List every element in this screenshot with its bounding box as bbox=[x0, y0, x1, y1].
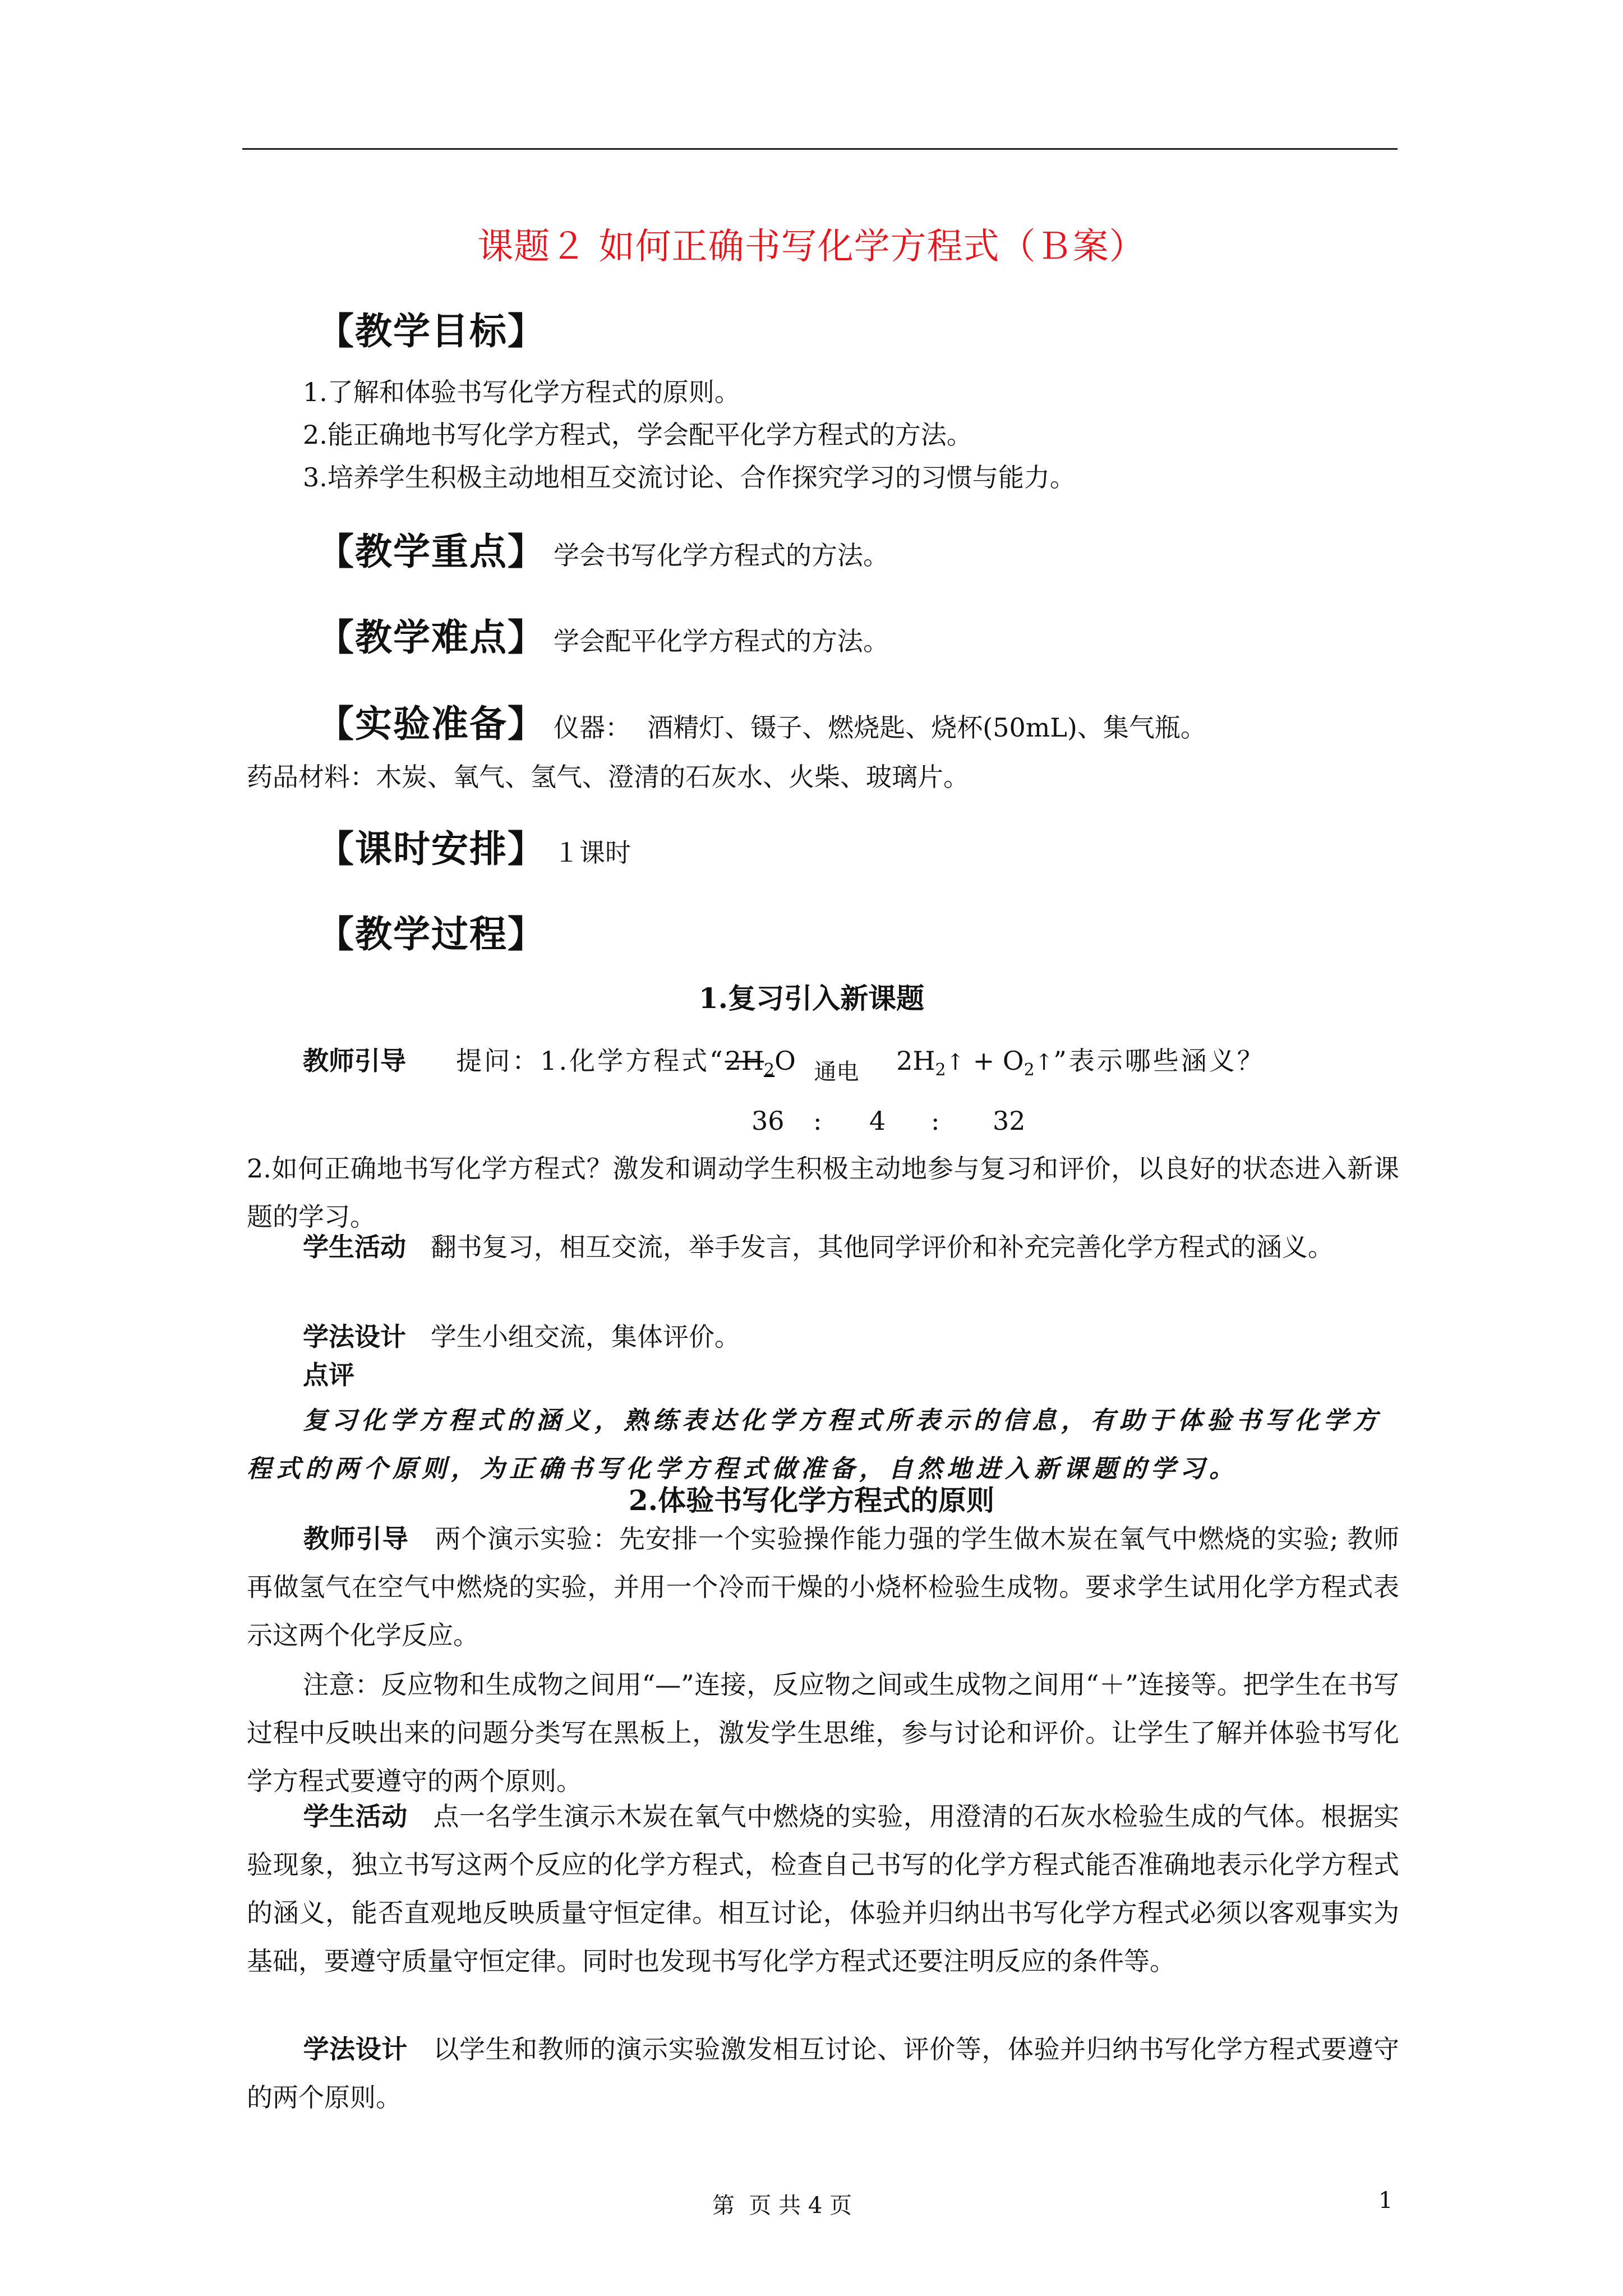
key-point-heading: 【教学重点】 bbox=[317, 530, 546, 573]
teacher-guide-label-1: 教师引导 bbox=[303, 1046, 406, 1076]
difficulty-text: 学会配平化学方程式的方法。 bbox=[554, 626, 889, 656]
difficulty-heading: 【教学难点】 bbox=[317, 616, 546, 659]
process-heading: 【教学过程】 bbox=[317, 913, 546, 956]
difficulty-row bbox=[317, 608, 889, 661]
mass-ratio-3: 32 bbox=[993, 1106, 1026, 1136]
schedule-heading: 【课时安排】 bbox=[317, 827, 546, 871]
schedule-text: １课时 bbox=[554, 838, 631, 868]
equation-condition: 通电 bbox=[814, 1059, 859, 1085]
equation-reactant: $2H_2$ bbox=[725, 1046, 775, 1080]
mass-ratio-sep-2: : bbox=[931, 1106, 940, 1136]
equation-reactant-o: O bbox=[774, 1046, 796, 1076]
gas-arrow-2: ↑ bbox=[1034, 1050, 1054, 1075]
key-point-row bbox=[317, 522, 889, 575]
objectives-heading: 【教学目标】 bbox=[317, 310, 546, 353]
materials-text: 药品材料：木炭、氧气、氢气、澄清的石灰水、火柴、玻璃片。 bbox=[247, 762, 969, 792]
student-activity-label-2: 学生活动 bbox=[303, 1801, 408, 1832]
footer-page-info: 第 页 共 4 页 bbox=[712, 2193, 852, 2219]
schedule-row bbox=[317, 819, 631, 872]
key-point-text: 学会书写化学方程式的方法。 bbox=[554, 540, 889, 570]
header-rule bbox=[242, 148, 1398, 150]
student-activity-text-1: 翻书复习，相互交流，举手发言，其他同学评价和补充完善化学方程式的涵义。 bbox=[430, 1232, 1334, 1262]
remark-label: 点评 bbox=[303, 1360, 354, 1390]
teacher-guide-text-2: 两个演示实验：先安排一个实验操作能力强的学生做木炭在氧气中燃烧的实验; 教师再做氢气在空气中燃烧的实验，并用一个冷而干燥的小烧杯检验生成物。要求学生试用化学方程式表示这两个化学反应。 bbox=[247, 1524, 1400, 1650]
objective-item-1: 1.了解和体验书写化学方程式的原则。 bbox=[303, 377, 740, 407]
section2-title: 2.体验书写化学方程式的原则 bbox=[628, 1484, 995, 1517]
remark-text: 复习化学方程式的涵义，熟练表达化学方程式所表示的信息，有助于体验书写化学方程式的两个原则，为正确书写化学方程式做准备，自然地进入新课题的学习。 bbox=[247, 1406, 1382, 1483]
preparation-text: 仪器： 酒精灯、镊子、燃烧匙、烧杯(50mL)、集气瓶。 bbox=[554, 712, 1206, 743]
page-title: 课题２ 如何正确书写化学方程式（Ｂ案） bbox=[477, 226, 1146, 268]
preparation-row bbox=[317, 694, 1206, 747]
ask-prefix: 提问：1.化学方程式“ bbox=[456, 1046, 725, 1076]
method-design-1 bbox=[247, 1313, 1399, 1361]
mass-ratio-2: 4 bbox=[869, 1106, 886, 1136]
method-design-text-1: 学生小组交流，集体评价。 bbox=[430, 1322, 740, 1352]
equation-plus: + bbox=[972, 1046, 995, 1076]
method-design-label-2: 学法设计 bbox=[303, 2034, 408, 2064]
equation-product-o2: $O_2$ bbox=[1002, 1046, 1035, 1080]
equation-product-h2: $2H_2$ bbox=[896, 1046, 946, 1080]
ask-suffix: ”表示哪些涵义？ bbox=[1053, 1046, 1265, 1076]
footer-page-number: 1 bbox=[1378, 2188, 1393, 2214]
mass-ratio-1: 36 bbox=[751, 1106, 785, 1136]
mass-ratio-sep-1: : bbox=[813, 1106, 822, 1136]
student-activity-2 bbox=[247, 1792, 1399, 1985]
teacher-guide-label-2: 教师引导 bbox=[303, 1524, 409, 1554]
preparation-heading: 【实验准备】 bbox=[317, 702, 546, 746]
note-paragraph: 注意：反应物和生成物之间用“—”连接，反应物之间或生成物之间用“＋”连接等。把学生在书写过程中反映出来的问题分类写在黑板上，激发学生思维，参与讨论和评价。让学生了解并体验书写化学方程式要遵守的两个原则。 bbox=[247, 1669, 1399, 1796]
objective-item-3: 3.培养学生积极主动地相互交流讨论、合作探究学习的习惯与能力。 bbox=[303, 462, 1076, 493]
section1-title: 1.复习引入新课题 bbox=[698, 982, 925, 1015]
objective-item-2: 2.能正确地书写化学方程式，学会配平化学方程式的方法。 bbox=[303, 420, 972, 450]
question2-paragraph: 2.如何正确地书写化学方程式？激发和调动学生积极主动地参与复习和评价，以良好的状态进入新课题的学习。 bbox=[247, 1153, 1399, 1232]
method-design-text-2: 以学生和教师的演示实验激发相互讨论、评价等，体验并归纳书写化学方程式要遵守的两个原则。 bbox=[247, 2034, 1400, 2113]
student-activity-text-2: 点一名学生演示木炭在氧气中燃烧的实验，用澄清的石灰水检验生成的气体。根据实验现象，独立书写这两个反应的化学方程式，检查自己书写的化学方程式能否准确地表示化学方程式的涵义，能否直观地反映质量守恒定律。相互讨论，体验并归纳出书写化学方程式必须以客观事实为基础，要遵守质量守恒定律。同时也发现书写化学方程式还要注明反应的条件等。 bbox=[247, 1801, 1400, 1976]
student-activity-1 bbox=[247, 1223, 1399, 1271]
teacher-guide-2 bbox=[247, 1515, 1399, 1659]
gas-arrow-1: ↑ bbox=[946, 1050, 965, 1075]
equation-question bbox=[303, 1041, 1265, 1085]
method-design-2 bbox=[247, 2025, 1399, 2122]
method-design-label-1: 学法设计 bbox=[303, 1322, 406, 1352]
student-activity-label-1: 学生活动 bbox=[303, 1232, 406, 1262]
